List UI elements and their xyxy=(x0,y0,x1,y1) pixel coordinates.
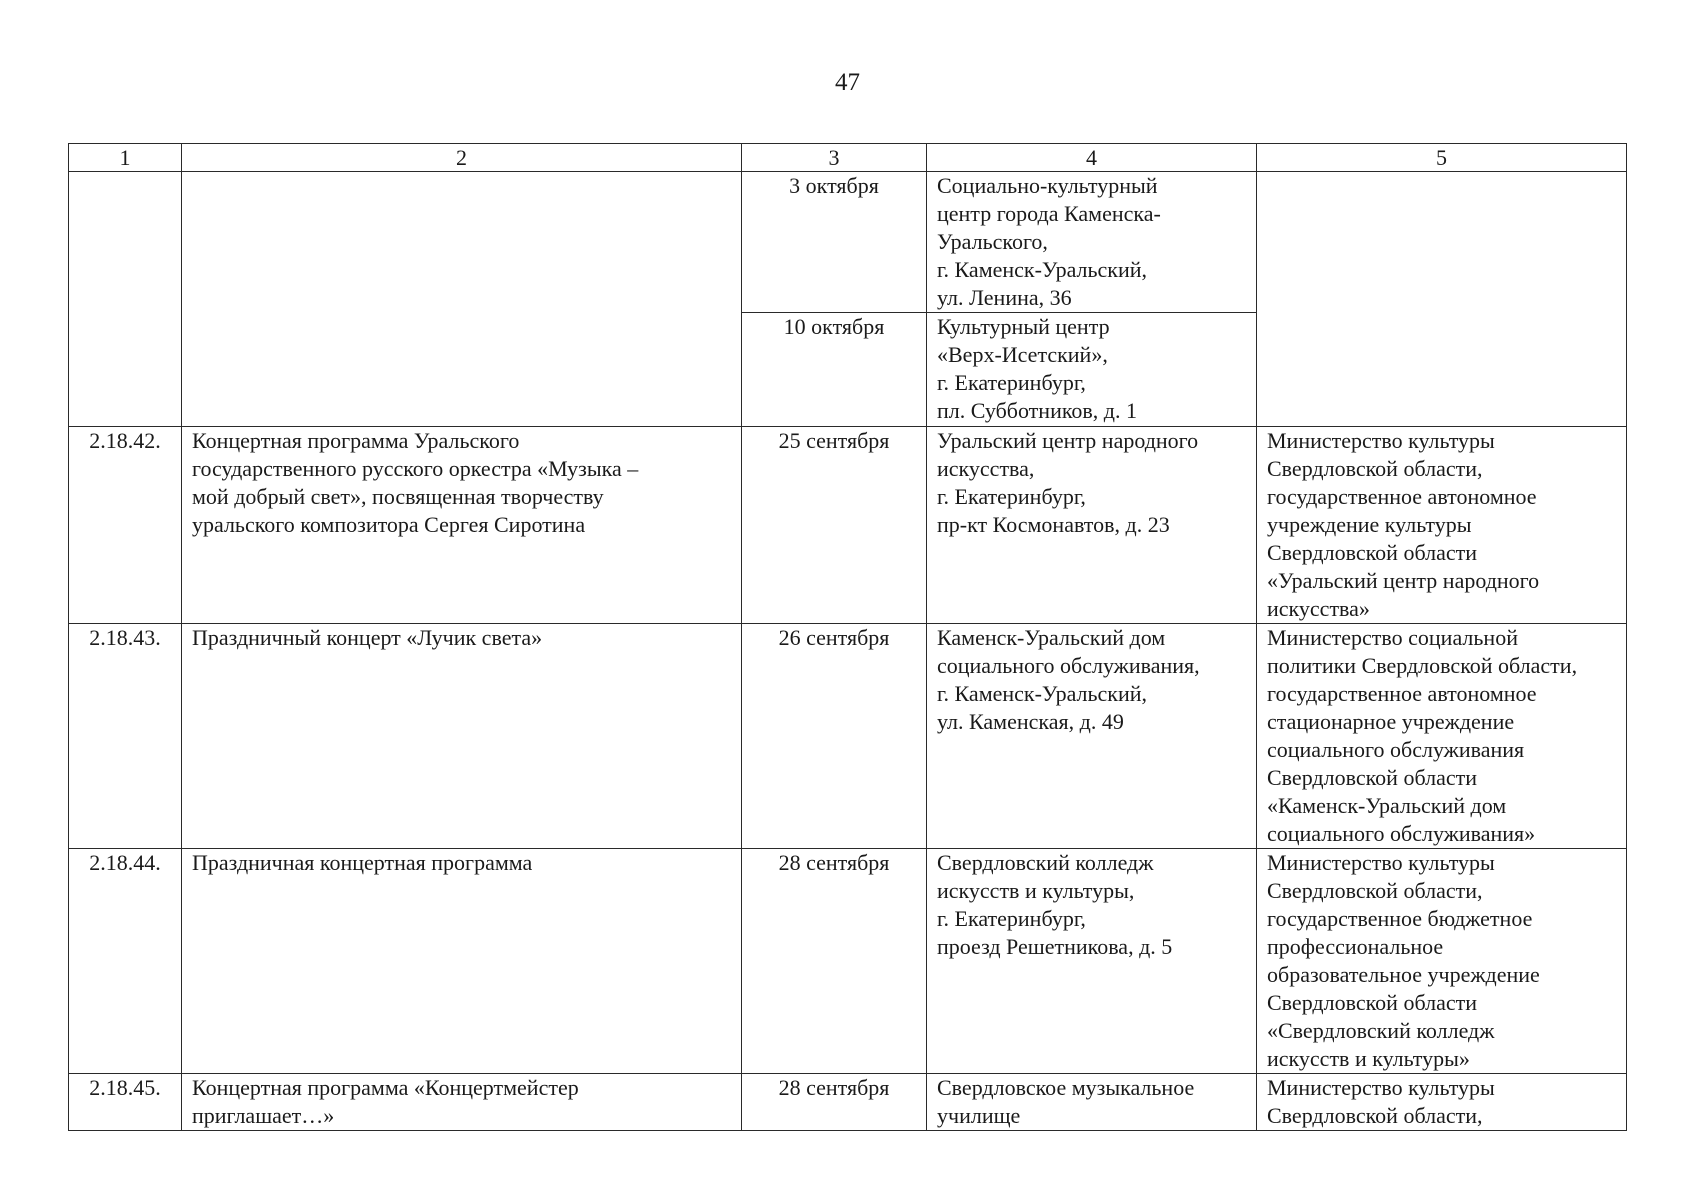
cell-venue xyxy=(927,172,1257,313)
table-row-continuation-1 xyxy=(69,172,1627,313)
venue-text: Свердловский колледж искусств и культуры, г. Екатеринбург, проезд Решетникова, д. 5 xyxy=(937,850,1173,959)
cell-date xyxy=(742,849,927,1074)
cell-venue xyxy=(927,1074,1257,1131)
organizer-text: Министерство культуры Свердловской области, государственное автономное учреждение культуры Свердловской области «Уральский центр народного искусства» xyxy=(1267,428,1540,621)
column-header-5: 5 xyxy=(1257,144,1627,172)
event-title: Концертная программа Уральского государственного русского оркестра «Музыка – мой добрый свет», посвященная творчеству уральского композитора Сергея Сиротина xyxy=(192,428,639,537)
cell-venue xyxy=(927,313,1257,427)
cell-org xyxy=(1257,624,1627,849)
cell-num xyxy=(69,427,182,624)
cell-org-empty xyxy=(1257,172,1627,427)
date-text: 25 сентября xyxy=(778,428,890,453)
date-text: 10 октября xyxy=(783,314,885,339)
date-text: 3 октября xyxy=(789,173,879,198)
row-number: 2.18.42. xyxy=(89,428,161,453)
cell-venue xyxy=(927,427,1257,624)
cell-venue xyxy=(927,849,1257,1074)
organizer-text: Министерство культуры Свердловской области, xyxy=(1267,1075,1495,1128)
venue-text: Уральский центр народного искусства, г. Екатеринбург, пр-кт Космонавтов, д. 23 xyxy=(937,428,1199,537)
cell-org xyxy=(1257,1074,1627,1131)
date-text: 28 сентября xyxy=(778,850,890,875)
cell-event xyxy=(182,849,742,1074)
cell-date xyxy=(742,427,927,624)
cell-date xyxy=(742,172,927,313)
event-title: Праздничная концертная программа xyxy=(192,850,533,875)
row-number: 2.18.44. xyxy=(89,850,161,875)
cell-org xyxy=(1257,427,1627,624)
table-row xyxy=(69,624,1627,849)
column-header-4: 4 xyxy=(927,144,1257,172)
table-row xyxy=(69,1074,1627,1131)
organizer-text: Министерство культуры Свердловской области, государственное бюджетное профессиональное образовательное учреждение Свердловской области «Свердловский колледж искусств и культуры» xyxy=(1267,850,1540,1071)
venue-text: Социально-культурный центр города Каменска- Уральского, г. Каменск-Уральский, ул. Ленина, 36 xyxy=(937,173,1161,310)
date-text: 28 сентября xyxy=(778,1075,890,1100)
row-number: 2.18.45. xyxy=(89,1075,161,1100)
cell-num xyxy=(69,1074,182,1131)
cell-num-empty xyxy=(69,172,182,427)
cell-num xyxy=(69,849,182,1074)
cell-event-empty xyxy=(182,172,742,427)
events-table xyxy=(68,143,1627,1131)
cell-org xyxy=(1257,849,1627,1074)
event-title: Концертная программа «Концертмейстер приглашает…» xyxy=(192,1075,579,1128)
table-row xyxy=(69,427,1627,624)
column-header-1: 1 xyxy=(69,144,182,172)
cell-event xyxy=(182,427,742,624)
venue-text: Свердловское музыкальное училище xyxy=(937,1075,1195,1128)
table-row xyxy=(69,849,1627,1074)
date-text: 26 сентября xyxy=(778,625,890,650)
cell-event xyxy=(182,1074,742,1131)
cell-date xyxy=(742,313,927,427)
column-header-2: 2 xyxy=(182,144,742,172)
venue-text: Каменск-Уральский дом социального обслуживания, г. Каменск-Уральский, ул. Каменская, д. 49 xyxy=(937,625,1200,734)
column-header-3: 3 xyxy=(742,144,927,172)
cell-date xyxy=(742,624,927,849)
venue-text: Культурный центр «Верх-Исетский», г. Екатеринбург, пл. Субботников, д. 1 xyxy=(937,314,1137,423)
cell-event xyxy=(182,624,742,849)
cell-num xyxy=(69,624,182,849)
row-number: 2.18.43. xyxy=(89,625,161,650)
cell-venue xyxy=(927,624,1257,849)
table-header-row xyxy=(69,144,1627,172)
cell-date xyxy=(742,1074,927,1131)
page-number: 47 xyxy=(835,69,860,96)
organizer-text: Министерство социальной политики Свердловской области, государственное автономное стационарное учреждение социального обслуживания Свердловской области «Каменск-Уральский дом социального обслуживания» xyxy=(1267,625,1578,846)
event-title: Праздничный концерт «Лучик света» xyxy=(192,625,543,650)
